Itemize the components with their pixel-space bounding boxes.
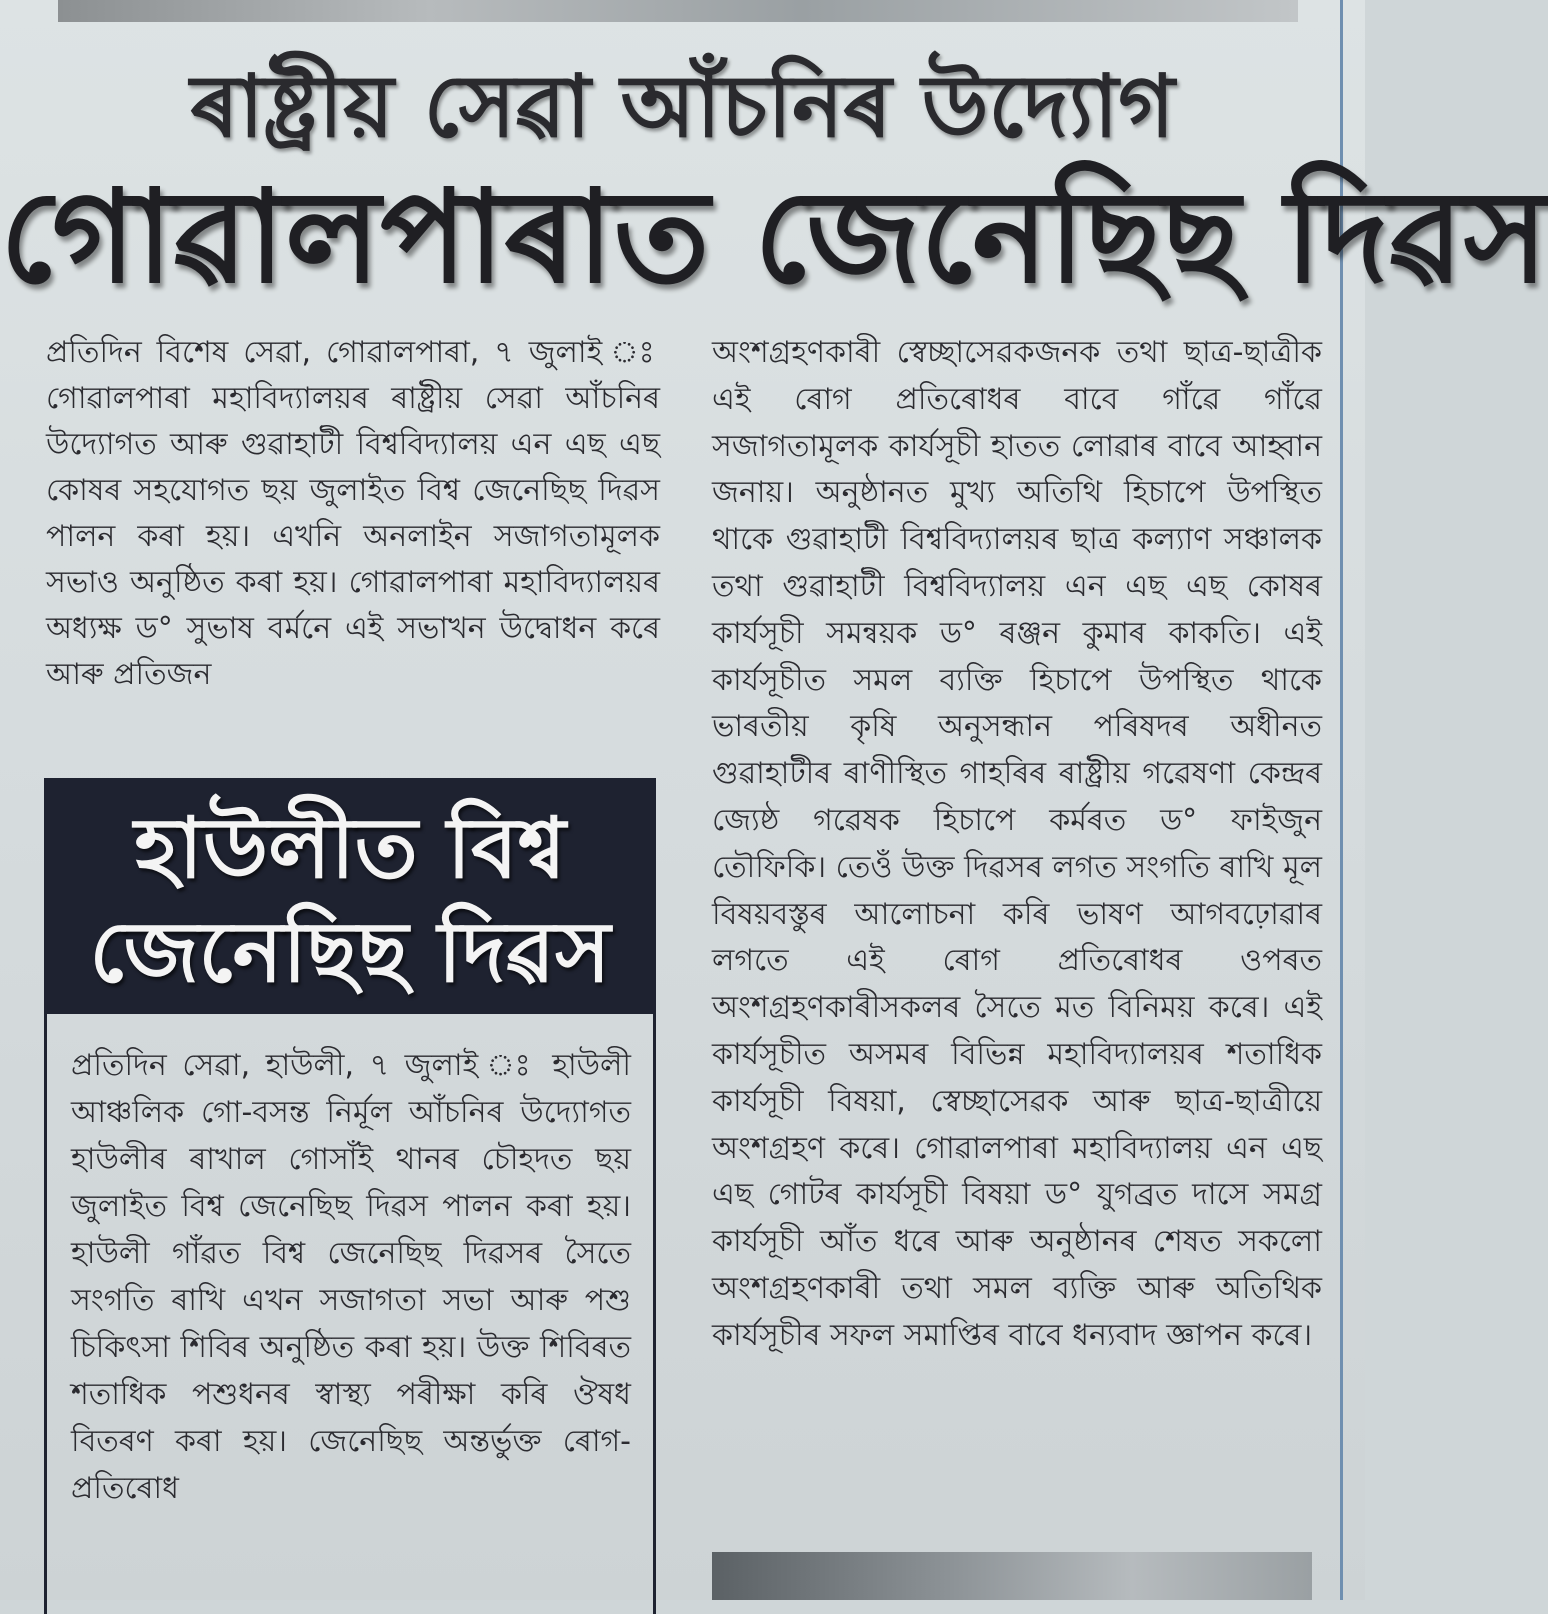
article-right-column: অংশগ্ৰহণকাৰী স্বেচ্ছাসেৱকজনক তথা ছাত্ৰ-ছাত্ৰীক এই ৰোগ প্ৰতিৰোধৰ বাবে গাঁৱে গাঁৱে সজাগতামূলক কাৰ্যসূচী হাতত লোৱাৰ বাবে আহ্বান জনায়। অনুষ্ঠানত মুখ্য অতিথি হিচাপে উপস্থিত থাকে গুৱাহাটী বিশ্ববিদ্যালয়ৰ ছাত্ৰ কল্যাণ সঞ্চালক তথা গুৱাহাটী বিশ্ববিদ্যালয় এন এছ এছ কোষৰ কাৰ্যসূচী সমন্বয়ক ড° ৰঞ্জন কুমাৰ কাকতি। এই কাৰ্যসূচীত সমল ব্যক্তি হিচাপে উপস্থিত থাকে ভাৰতীয় কৃষি অনুসন্ধান পৰিষদৰ অধীনত গুৱাহাটীৰ ৰাণীস্থিত গাহৰিৰ ৰাষ্ট্ৰীয় গৱেষণা কেন্দ্ৰৰ জ্যেষ্ঠ গৱেষক হিচাপে কৰ্মৰত ড° ফাইজুন তৌফিকি। তেওঁ উক্ত দিৱসৰ লগত সংগতি ৰাখি মূল বিষয়বস্তুৰ আলোচনা কৰি ভাষণ আগবঢ়োৱাৰ লগতে এই ৰোগ প্ৰতিৰোধৰ ওপৰত অংশগ্ৰহণকাৰীসকলৰ সৈতে মত বিনিময় কৰে। এই কাৰ্যসূচীত অসমৰ বিভিন্ন মহাবিদ্যালয়ৰ শতাধিক কাৰ্যসূচী বিষয়া, স্বেচ্ছাসেৱক আৰু ছাত্ৰ-ছাত্ৰীয়ে অংশগ্ৰহণ কৰে। গোৱালপাৰা মহাবিদ্যালয় এন এছ এছ গোটৰ কাৰ্যসূচী বিষয়া ড° যুগব্ৰত দাসে সমগ্ৰ কাৰ্যসূচী আঁত ধৰে আৰু অনুষ্ঠানৰ শেষত সকলো অংশগ্ৰহণকাৰী তথা সমল ব্যক্তি আৰু অতিথিক কাৰ্যসূচীৰ সফল সমাপ্তিৰ বাবে ধন্যবাদ জ্ঞাপন কৰে।: [712, 335, 1322, 1353]
article-headline: গোৱালপাৰাত জেনেছিছ দিৱস: [0, 163, 1548, 312]
boxed-story-headline: [44, 778, 656, 1014]
boxed-headline-line2: জেনেছিছ দিৱস: [89, 903, 611, 1001]
top-photo-strip: [58, 0, 1298, 22]
bottom-photo-strip: [712, 1552, 1312, 1600]
boxed-story-text: প্ৰতিদিন সেৱা, হাউলী, ৭ জুলাই ঃ হাউলী আঞ্চলিক গো-বসন্ত নিৰ্মূল আঁচনিৰ উদ্যোগত হাউলীৰ ৰাখাল গোসাঁই থানৰ চৌহদত ছয় জুলাইত বিশ্ব জেনেছিছ দিৱস পালন কৰা হয়। হাউলী গাঁৱত বিশ্ব জেনেছিছ দিৱসৰ সৈতে সংগতি ৰাখি এখন সজাগতা সভা আৰু পশু চিকিৎসা শিবিৰ অনুষ্ঠিত কৰা হয়। উক্ত শিবিৰত শতাধিক পশুধনৰ স্বাস্থ্য পৰীক্ষা কৰি ঔষধ বিতৰণ কৰা হয়। জেনেছিছ অন্তৰ্ভুক্ত ৰোগ-প্ৰতিৰোধ: [71, 1048, 631, 1506]
boxed-headline-line1: হাউলীত বিশ্ব: [134, 799, 566, 897]
boxed-story-body: [44, 1014, 656, 1614]
article-kicker: ৰাষ্ট্ৰীয় সেৱা আঁচনিৰ উদ্যোগ: [190, 57, 1175, 157]
article-left-column: প্ৰতিদিন বিশেষ সেৱা, গোৱালপাৰা, ৭ জুলাই ঃ গোৱালপাৰা মহাবিদ্যালয়ৰ ৰাষ্ট্ৰীয় সেৱা আঁচনিৰ উদ্যোগত আৰু গুৱাহাটী বিশ্ববিদ্যালয় এন এছ এছ কোষৰ সহযোগত ছয় জুলাইত বিশ্ব জেনেছিছ দিৱস পালন কৰা হয়। এখনি অনলাইন সজাগতামূলক সভাও অনুষ্ঠিত কৰা হয়। গোৱালপাৰা মহাবিদ্যালয়ৰ অধ্যক্ষ ড° সুভাষ বৰ্মনে এই সভাখন উদ্বোধন কৰে আৰু প্ৰতিজন: [46, 335, 660, 692]
